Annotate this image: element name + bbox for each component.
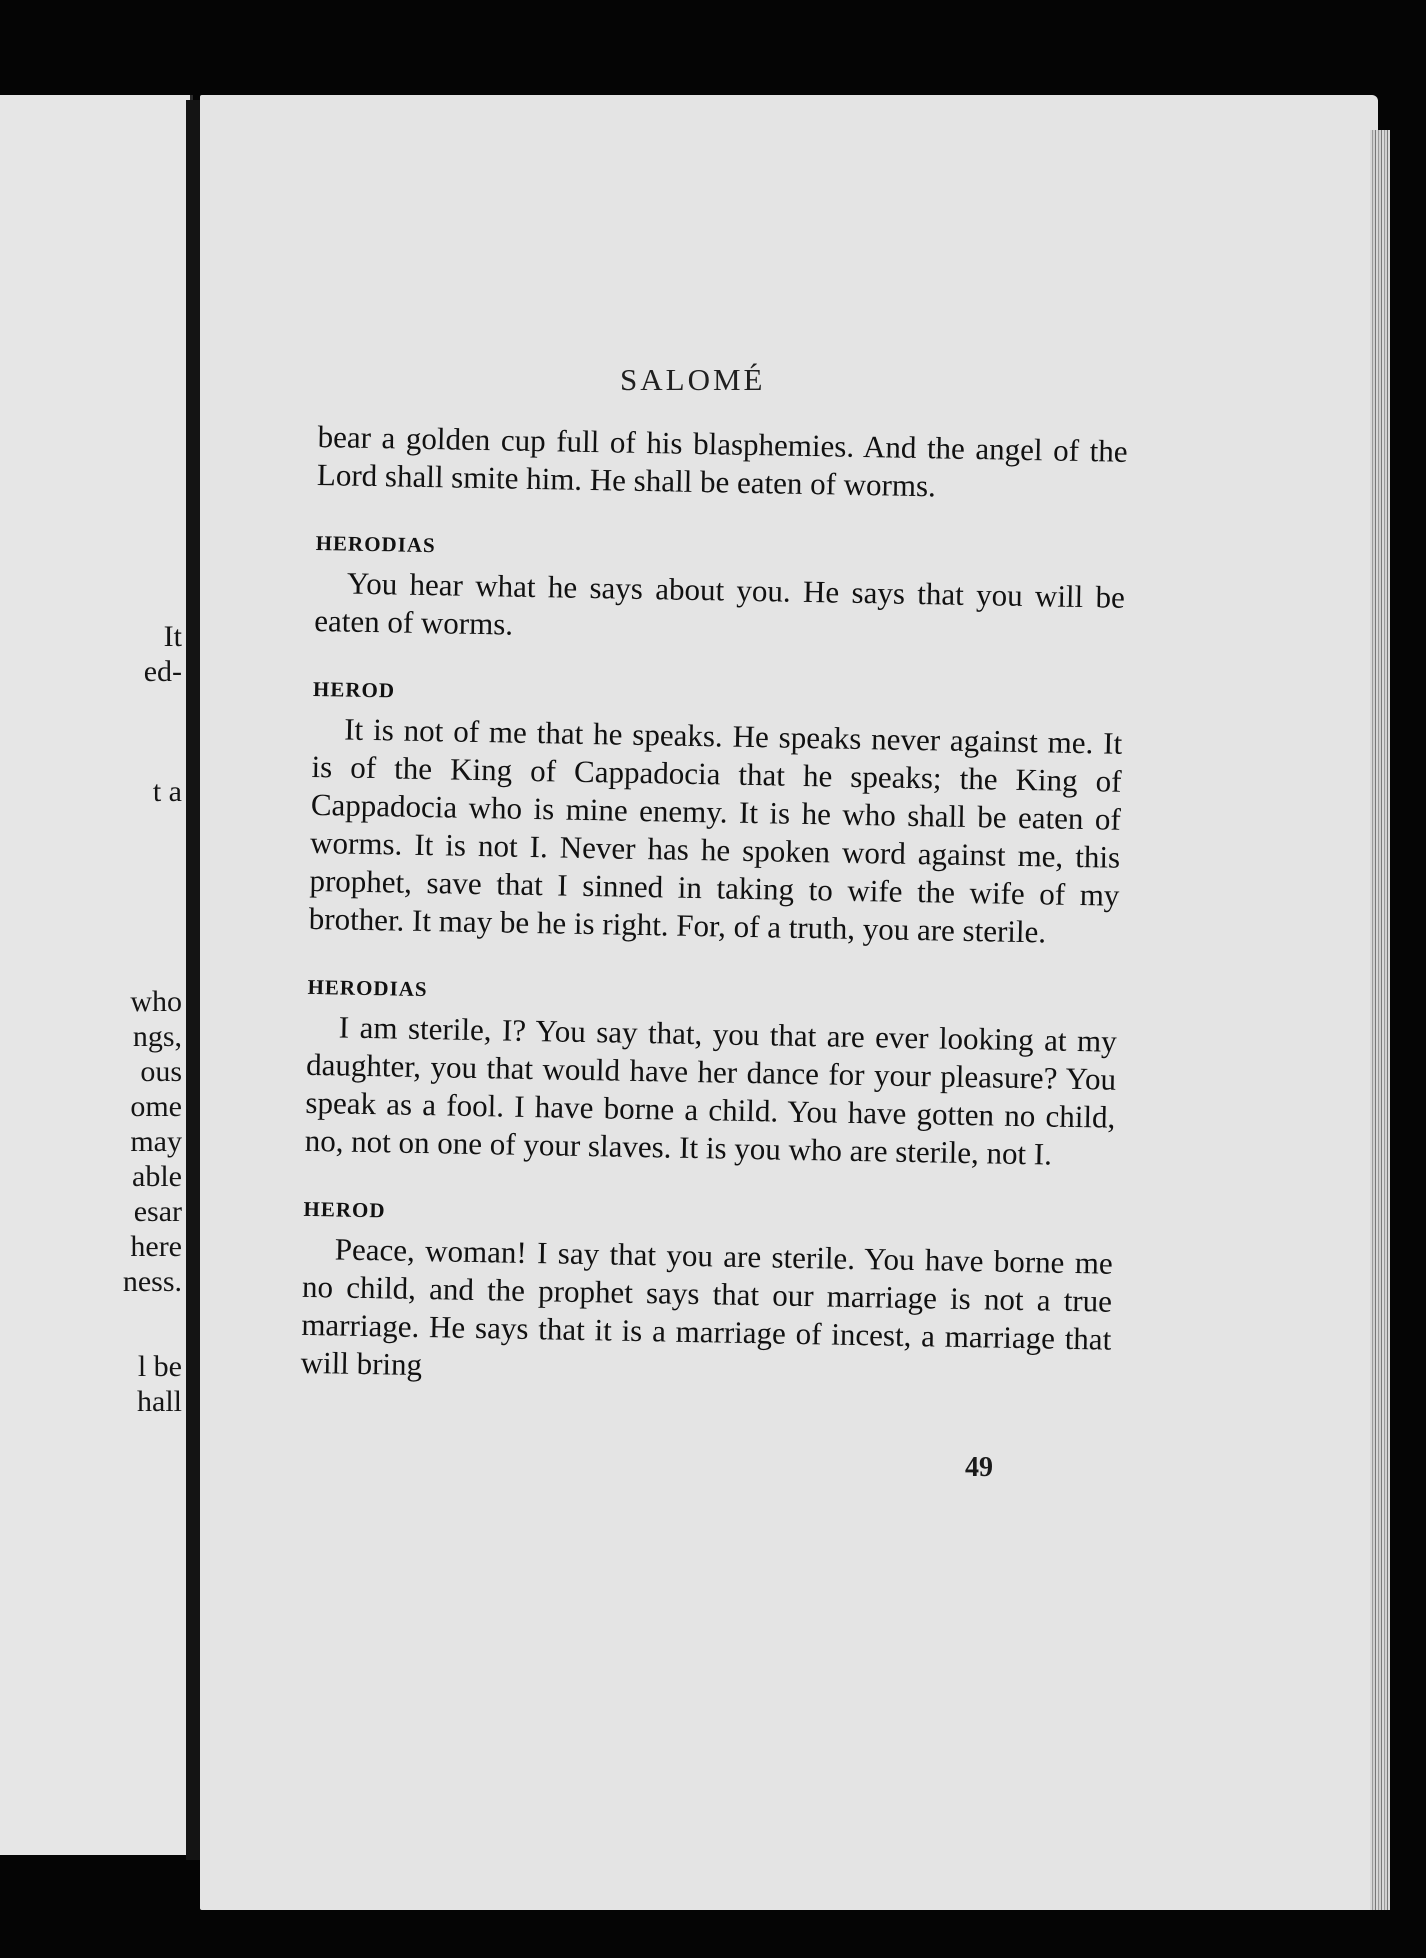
facing-line-fragment: here <box>130 1230 182 1263</box>
book-gutter <box>186 100 200 1860</box>
page-text <box>300 418 1128 1397</box>
speech-paragraph: I am sterile, I? You say that, you that are ever looking at my daughter, you that would have her dance for your pleasure? You speak as a fool. I have borne a child. You have gotten no child, no, not on one of your slaves. It is you who are sterile, not I. <box>304 1009 1118 1172</box>
facing-line-fragment: ed- <box>143 655 182 688</box>
facing-line-fragment: may <box>130 1125 182 1158</box>
facing-line-fragment: ous <box>140 1055 182 1088</box>
facing-line-fragment: ome <box>130 1090 182 1123</box>
facing-line-fragment: ness. <box>122 1265 182 1298</box>
speech-paragraph: bear a golden cup full of his blasphemies. And the angel of the Lord shall smite him. He shall be eaten of worms. <box>316 418 1128 504</box>
speaker-name: HERODIAS <box>307 974 428 1002</box>
page-number: 49 <box>965 1452 993 1483</box>
speaker-name: HEROD <box>312 676 396 703</box>
facing-page <box>0 95 193 1855</box>
running-head: SALOMÉ <box>620 362 766 397</box>
facing-line-fragment: esar <box>133 1195 182 1228</box>
facing-line-fragment: l be <box>137 1350 182 1383</box>
facing-line-fragment: hall <box>137 1385 182 1418</box>
page-edge <box>1370 130 1390 1910</box>
speech-paragraph: You hear what he says about you. He says that you will be eaten of worms. <box>313 565 1126 642</box>
facing-page-text <box>0 95 190 1855</box>
facing-line-fragment: able <box>132 1160 182 1193</box>
facing-line-fragment: t a <box>152 775 182 808</box>
speaker-name: HERODIAS <box>315 530 436 558</box>
speech-paragraph: It is not of me that he speaks. He speaks never against me. It is of the King of Cappadocia that he speaks; the King of Cappadocia who is mine enemy. It is he who shall be eaten of worms. It is not I. Never has he spoken word against me, this prophet, save that I sinned in taking to wife the wife of my brother. It may be he is right. For, of a truth, you are sterile. <box>308 711 1123 950</box>
speaker-name: HEROD <box>303 1196 386 1223</box>
facing-line-fragment: who <box>130 985 182 1018</box>
facing-line-fragment: ngs, <box>132 1020 182 1053</box>
facing-line-fragment: It <box>163 620 182 653</box>
speech-paragraph: Peace, woman! I say that you are sterile. You have borne me no child, and the prophet says that our marriage is not a true marriage. He says that it is a marriage of incest, a marriage that will bring <box>300 1231 1113 1383</box>
